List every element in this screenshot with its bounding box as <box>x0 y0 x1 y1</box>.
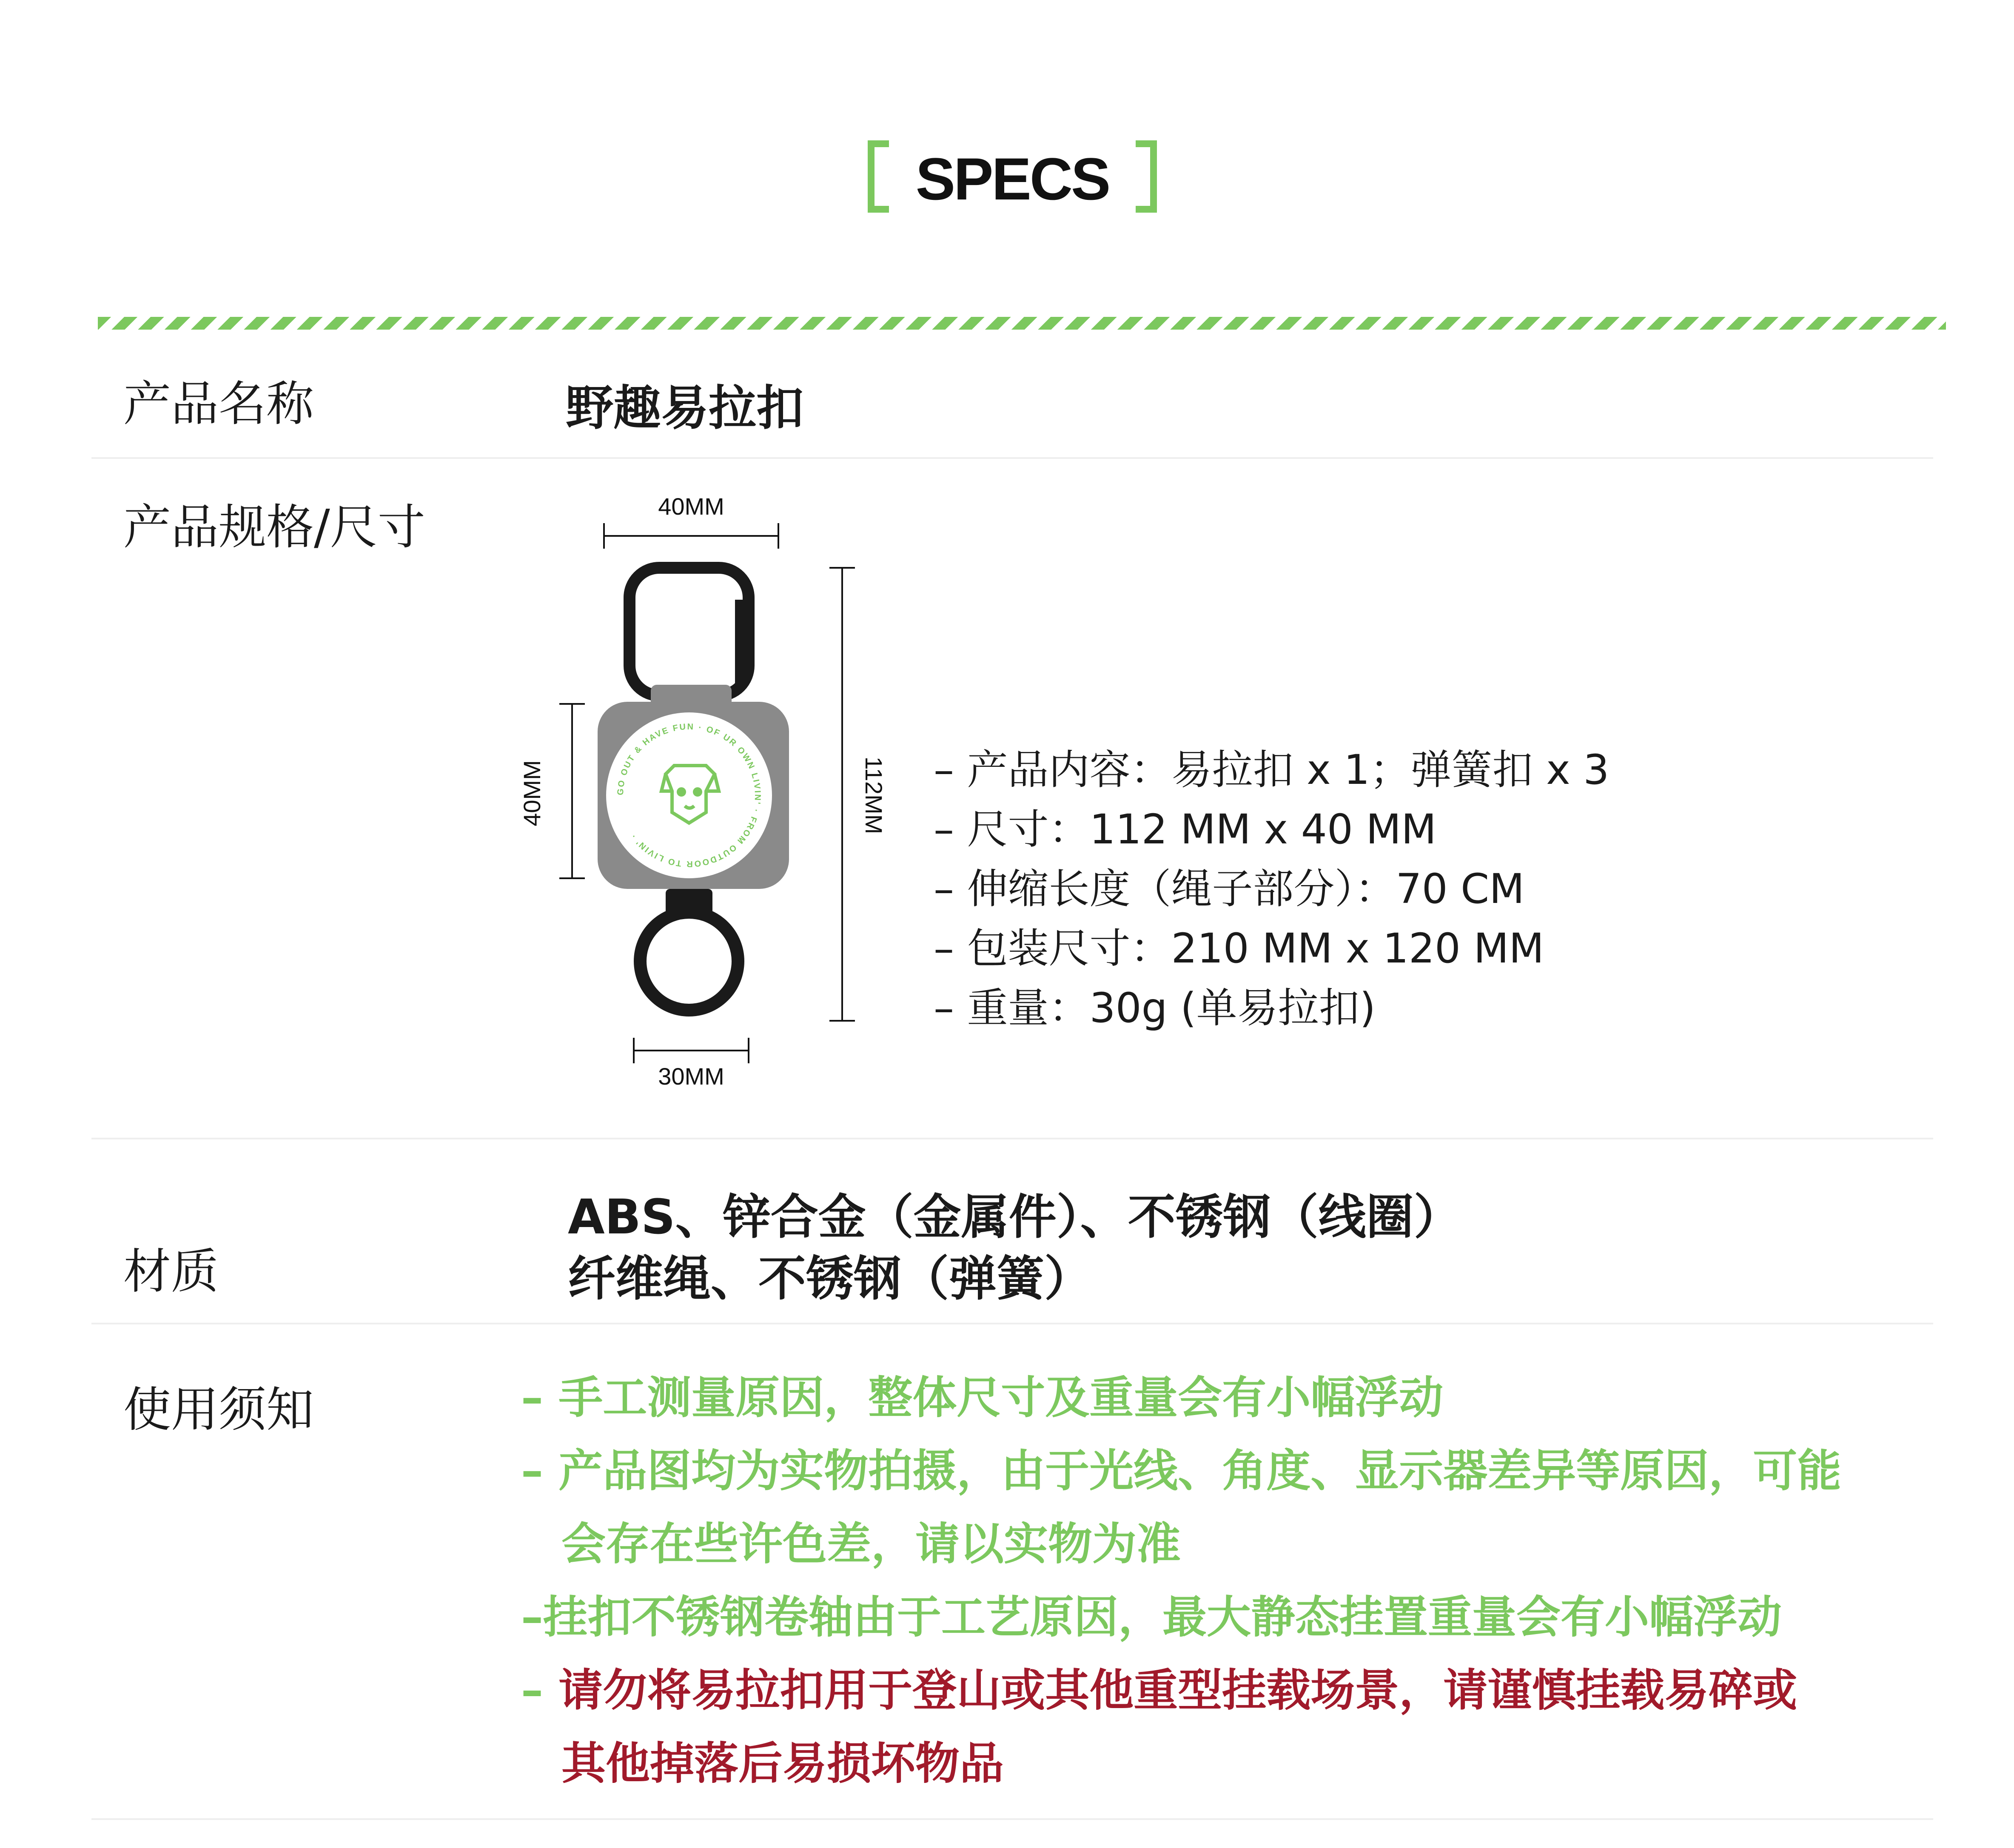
spec-item: – 包装尺寸：210 MM x 120 MM <box>934 925 1544 972</box>
key-ring-icon <box>640 912 738 1010</box>
spec-item: – 重量：30g (单易拉扣) <box>934 984 1376 1032</box>
logo-badge <box>606 712 772 878</box>
product-diagram <box>502 476 927 1114</box>
material-label: 材质 <box>123 1244 219 1299</box>
material-value <box>568 1187 1461 1310</box>
usage-notes <box>521 1361 1841 1800</box>
carabiner-icon <box>630 568 749 695</box>
right-bracket-icon <box>1136 140 1157 213</box>
bottom-width-label: 30MM <box>658 1063 724 1090</box>
divider <box>91 457 1933 459</box>
spec-label: 产品规格/尺寸 <box>123 500 425 555</box>
warning-dash: – <box>521 1664 543 1716</box>
product-name-value: 野趣易拉扣 <box>566 381 804 436</box>
side-height-label: 40MM <box>518 760 545 826</box>
divider <box>91 1818 1933 1820</box>
spec-list <box>934 740 1609 1038</box>
material-line: 纤维绳、不锈钢（弹簧） <box>568 1251 1092 1307</box>
page-title: SPECS <box>915 145 1109 212</box>
spec-item: – 伸缩长度（绳子部分）：70 CM <box>934 865 1525 913</box>
warning-text: 请勿将易拉扣用于登山或其他重型挂载场景，请谨慎挂载易碎或 <box>558 1664 1798 1716</box>
note-item: –挂扣不锈钢卷轴由于工艺原因，最大静态挂置重量会有小幅浮动 <box>521 1591 1782 1643</box>
product-name-label: 产品名称 <box>123 376 314 432</box>
top-width-label: 40MM <box>658 493 724 520</box>
note-item: – 手工测量原因，整体尺寸及重量会有小幅浮动 <box>521 1372 1444 1424</box>
notice-label: 使用须知 <box>123 1382 314 1438</box>
spec-item: – 尺寸：112 MM x 40 MM <box>934 806 1437 853</box>
spec-item: – 产品内容：易拉扣 x 1；弹簧扣 x 3 <box>934 746 1609 794</box>
decorative-stripe <box>98 317 1946 330</box>
note-item: – 产品图均为实物拍摄，由于光线、角度、显示器差异等原因，可能 <box>521 1445 1842 1497</box>
total-height-label: 112MM <box>860 756 887 834</box>
divider <box>91 1138 1933 1139</box>
warning-note <box>521 1654 1841 1727</box>
note-item-continued: 会存在些许色差，请以实物为准 <box>561 1518 1181 1570</box>
warning-note-continued: 其他掉落后易损坏物品 <box>561 1737 1004 1789</box>
specs-header <box>868 136 1157 217</box>
divider <box>91 1323 1933 1324</box>
badge-text: GO OUT & HAVE FUN · OF UR OWN LIVIN' · FROM OUTDOOR TO LIVIN' · <box>615 722 763 869</box>
material-line: ABS、锌合金（金属件）、不锈钢（线圈） <box>568 1190 1461 1245</box>
